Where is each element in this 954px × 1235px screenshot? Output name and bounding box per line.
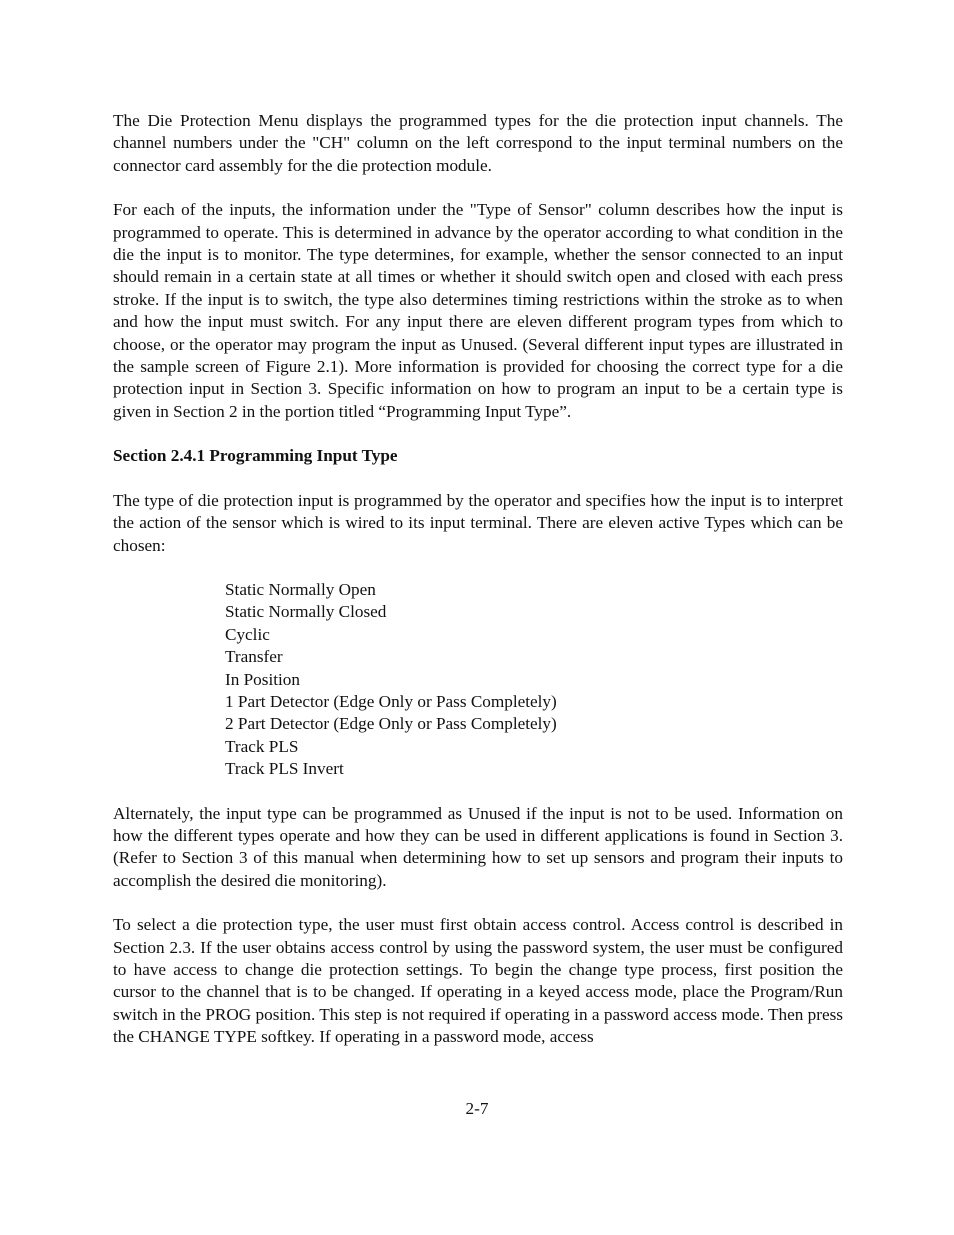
section-heading: Section 2.4.1 Programming Input Type [113, 446, 398, 466]
list-item: Track PLS [225, 736, 299, 756]
list-item: 1 Part Detector (Edge Only or Pass Completely) [225, 691, 557, 711]
list-item: Cyclic [225, 624, 270, 644]
paragraph-unused-type: Alternately, the input type can be programmed as Unused if the input is not to be used. Information on how the different types operate and how they can be used in different applications is found in Section 3. (Refer to Section 3 of this manual when determining how to set up sensors and program their inputs to accomplish the desired die monitoring). [113, 803, 843, 890]
list-item: Static Normally Open [225, 579, 376, 599]
paragraph-section-intro: The type of die protection input is programmed by the operator and specifies how the input is to interpret the action of the sensor which is wired to its input terminal. There are eleven active Types which can be chosen: [113, 490, 843, 555]
list-item: Transfer [225, 647, 283, 667]
list-item: Track PLS Invert [225, 759, 344, 779]
paragraph-menu-overview: The Die Protection Menu displays the programmed types for the die protection input channels. The channel numbers under the "CH" column on the left correspond to the input terminal numbers on the connector card assembly for the die protection module. [113, 111, 843, 175]
list-item: In Position [225, 669, 300, 689]
paragraph-select-type: To select a die protection type, the user must first obtain access control. Access control is described in Section 2.3. If the user obtains access control by using the password system, the user must be configured to have access to change die protection settings. To begin the change type process, first position the cursor to the channel that is to be changed. If operating in a keyed access mode, place the Program/Run switch in the PROG position. This step is not required if operating in a password access mode. Then press the CHANGE TYPE softkey. If operating in a password mode, access [113, 915, 843, 1047]
document-page [113, 110, 843, 1071]
list-item: Static Normally Closed [225, 602, 387, 622]
paragraph-type-of-sensor: For each of the inputs, the information under the "Type of Sensor" column describes how the input is programmed to operate. This is determined in advance by the operator according to what condition in the die the input is to monitor. The type determines, for example, whether the sensor connected to an input should remain in a certain state at all times or whether it should switch open and closed with each press stroke. If the input is to switch, the type also determines timing restrictions within the stroke as to when and how the input must switch. For any input there are eleven different program types from which to choose, or the operator may program the input as Unused. (Several different input types are illustrated in the sample screen of Figure 2.1). More information is provided for choosing the correct type for a die protection input in Section 3. Specific information on how to program an input to be a certain type is given in Section 2 in the portion titled “Programming Input Type”. [113, 200, 843, 421]
list-item: 2 Part Detector (Edge Only or Pass Completely) [225, 714, 557, 734]
page-number: 2-7 [465, 1099, 489, 1118]
input-type-list [113, 579, 843, 781]
